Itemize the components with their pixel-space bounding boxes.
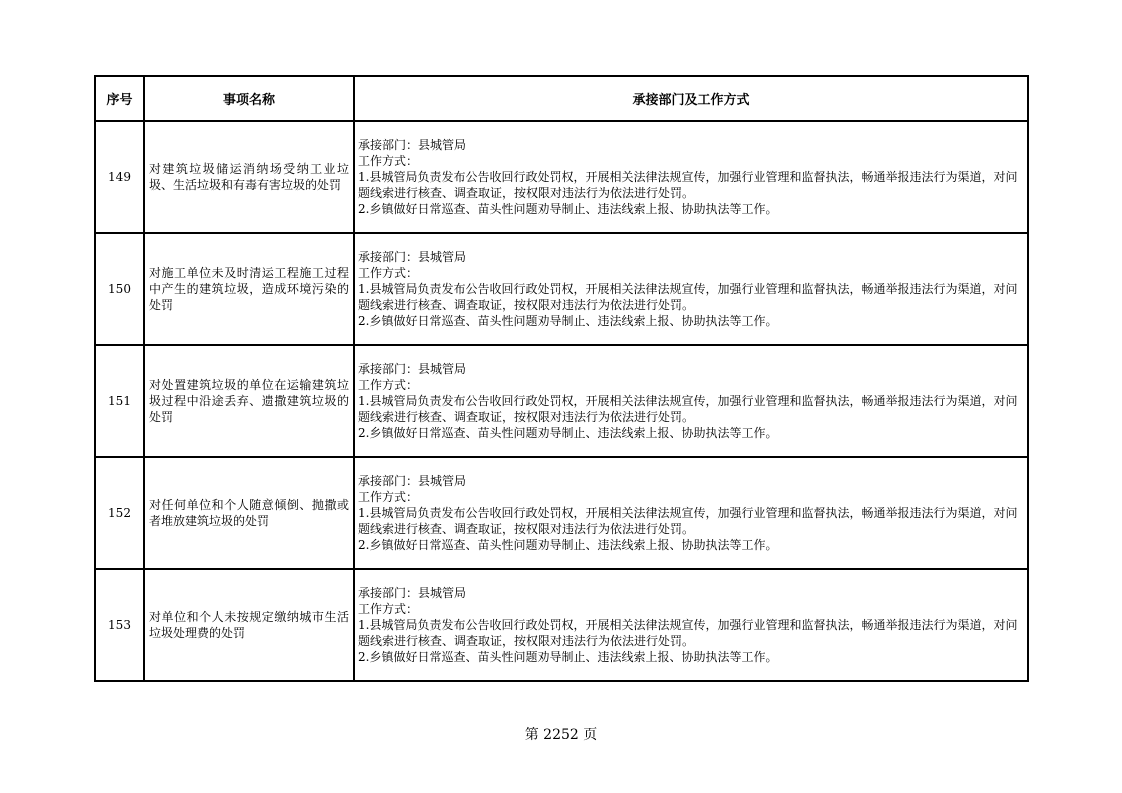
row-dept: 承接部门：县城管局 [358,250,467,264]
table-row [95,233,1028,345]
header-seq: 序号 [95,76,144,121]
row-method [354,457,1028,569]
row-name: 对任何单位和个人随意倾倒、抛撒或者堆放建筑垃圾的处罚 [144,457,354,569]
row-item-2: 2.乡镇做好日常巡查、苗头性问题劝导制止、违法线索上报、协助执法等工作。 [358,202,778,216]
row-name: 对建筑垃圾储运消纳场受纳工业垃圾、生活垃圾和有毒有害垃圾的处罚 [144,121,354,233]
row-seq: 150 [95,233,144,345]
row-method [354,345,1028,457]
row-dept: 承接部门：县城管局 [358,362,467,376]
row-item-1: 1.县城管局负责发布公告收回行政处罚权，开展相关法律法规宣传，加强行业管理和监督执法，畅通举报违法行为渠道，对问题线索进行核查、调查取证，按权限对违法行为依法进行处罚。 [358,170,1018,200]
row-name: 对单位和个人未按规定缴纳城市生活垃圾处理费的处罚 [144,569,354,681]
table-row [95,569,1028,681]
table-row [95,345,1028,457]
table-row [95,457,1028,569]
header-name: 事项名称 [144,76,354,121]
row-dept: 承接部门：县城管局 [358,474,467,488]
header-method: 承接部门及工作方式 [354,76,1028,121]
matters-table [94,75,1029,682]
row-method-label: 工作方式： [358,266,419,280]
row-item-2: 2.乡镇做好日常巡查、苗头性问题劝导制止、违法线索上报、协助执法等工作。 [358,314,778,328]
row-method-label: 工作方式： [358,154,419,168]
row-item-2: 2.乡镇做好日常巡查、苗头性问题劝导制止、违法线索上报、协助执法等工作。 [358,538,778,552]
row-method-label: 工作方式： [358,490,419,504]
row-method [354,121,1028,233]
row-seq: 151 [95,345,144,457]
row-item-1: 1.县城管局负责发布公告收回行政处罚权，开展相关法律法规宣传，加强行业管理和监督执法，畅通举报违法行为渠道，对问题线索进行核查、调查取证，按权限对违法行为依法进行处罚。 [358,282,1018,312]
row-seq: 149 [95,121,144,233]
row-item-2: 2.乡镇做好日常巡查、苗头性问题劝导制止、违法线索上报、协助执法等工作。 [358,426,778,440]
table-row [95,121,1028,233]
header-row [95,76,1028,121]
row-item-1: 1.县城管局负责发布公告收回行政处罚权，开展相关法律法规宣传，加强行业管理和监督执法，畅通举报违法行为渠道，对问题线索进行核查、调查取证，按权限对违法行为依法进行处罚。 [358,394,1018,424]
row-method-label: 工作方式： [358,378,419,392]
row-name: 对处置建筑垃圾的单位在运输建筑垃圾过程中沿途丢弃、遗撒建筑垃圾的处罚 [144,345,354,457]
row-seq: 152 [95,457,144,569]
row-method-label: 工作方式： [358,602,419,616]
page-number: 第 2252 页 [524,727,598,743]
row-method [354,233,1028,345]
row-item-2: 2.乡镇做好日常巡查、苗头性问题劝导制止、违法线索上报、协助执法等工作。 [358,650,778,664]
row-name: 对施工单位未及时清运工程施工过程中产生的建筑垃圾，造成环境污染的处罚 [144,233,354,345]
row-method [354,569,1028,681]
row-dept: 承接部门：县城管局 [358,586,467,600]
row-dept: 承接部门：县城管局 [358,138,467,152]
row-item-1: 1.县城管局负责发布公告收回行政处罚权，开展相关法律法规宣传，加强行业管理和监督执法，畅通举报违法行为渠道，对问题线索进行核查、调查取证，按权限对违法行为依法进行处罚。 [358,618,1018,648]
row-item-1: 1.县城管局负责发布公告收回行政处罚权，开展相关法律法规宣传，加强行业管理和监督执法，畅通举报违法行为渠道，对问题线索进行核查、调查取证，按权限对违法行为依法进行处罚。 [358,506,1018,536]
row-seq: 153 [95,569,144,681]
